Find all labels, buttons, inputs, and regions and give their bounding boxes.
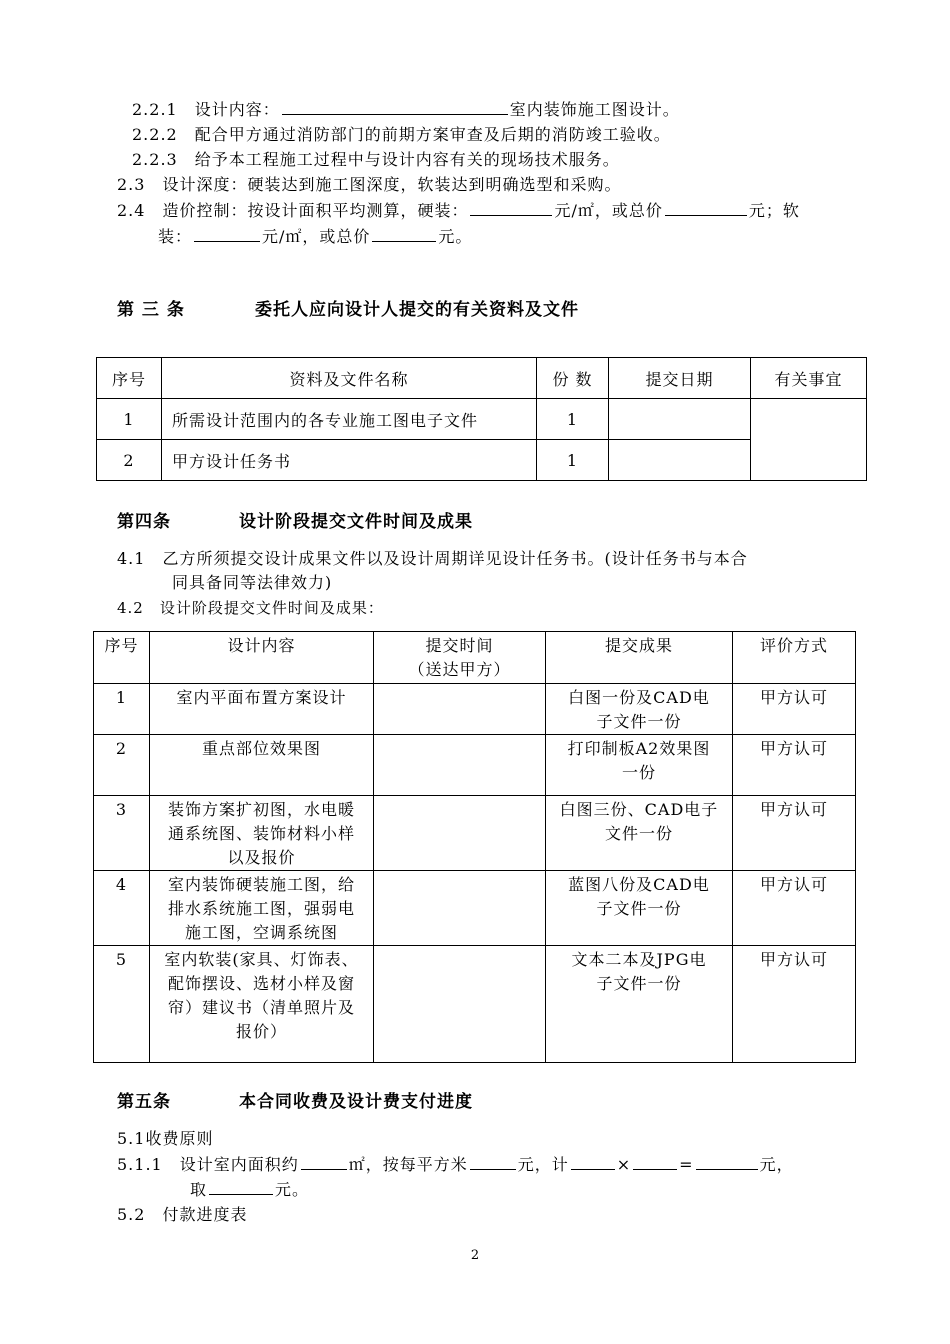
row-number: 2 <box>94 735 150 796</box>
result-line: 子文件一份 <box>596 974 682 993</box>
design-content <box>150 735 374 796</box>
deliverable <box>546 735 733 796</box>
evaluation: 甲方认可 <box>733 796 856 871</box>
page-number: 2 <box>470 1248 480 1263</box>
deliverable <box>546 946 733 1063</box>
clause-text: 2.4 造价控制：按设计面积平均测算，硬装： <box>117 201 469 220</box>
row-number: 4 <box>94 871 150 946</box>
article-label: 第 三 条 <box>117 300 185 320</box>
design-content <box>150 684 374 735</box>
header-text: 提交时间 <box>425 636 494 655</box>
content-line: 帘）建议书（清单照片及 <box>167 998 355 1017</box>
blank-field[interactable] <box>571 1153 615 1170</box>
content-line: 装饰方案扩初图，水电暖 <box>167 800 355 819</box>
content-line: 室内装饰硬装施工图，给 <box>167 875 355 894</box>
clause-5-1-1-cont <box>190 1178 309 1202</box>
clause-text: 元，计 <box>517 1155 569 1174</box>
clause-text: 室内装饰施工图设计。 <box>509 100 680 119</box>
blank-field[interactable] <box>665 199 747 216</box>
clause-5-2: 5.2 付款进度表 <box>117 1205 248 1224</box>
table-row <box>94 946 856 1063</box>
table-row <box>94 735 856 796</box>
clause-text: 元。 <box>438 227 473 246</box>
article-label: 第四条 <box>117 512 171 532</box>
row-number: 1 <box>94 684 150 735</box>
clause-text: = <box>679 1155 694 1174</box>
submit-date-cell[interactable] <box>609 399 751 440</box>
clause-4-2: 4.2 设计阶段提交文件时间及成果： <box>117 599 384 617</box>
article-label: 第五条 <box>117 1092 171 1112</box>
clause-5-1: 5.1收费原则 <box>117 1129 214 1148</box>
blank-field[interactable] <box>372 225 436 242</box>
clause-2-2-2: 2.2.2 配合甲方通过消防部门的前期方案审查及后期的消防竣工验收。 <box>132 125 671 144</box>
clause-text: 元；软 <box>748 201 800 220</box>
content-line: 以及报价 <box>227 848 296 867</box>
header-text: （送达甲方） <box>408 660 511 679</box>
submit-time-cell[interactable] <box>374 946 546 1063</box>
result-line: 一份 <box>621 763 656 782</box>
result-line: 白图三份、CAD电子 <box>559 800 719 819</box>
documents-table <box>96 357 867 481</box>
result-line: 子文件一份 <box>596 899 682 918</box>
document-count: 1 <box>537 399 609 440</box>
article-title: 设计阶段提交文件时间及成果 <box>239 512 473 532</box>
article-5-heading <box>117 1090 473 1114</box>
header-cell: 份 数 <box>537 358 609 399</box>
blank-field[interactable] <box>696 1153 758 1170</box>
clause-4-1: 4.1 乙方所须提交设计成果文件以及设计周期详见设计任务书。(设计任务书与本合 <box>117 549 748 568</box>
clause-4-1-cont: 同具备同等法律效力) <box>172 573 333 592</box>
document-name: 甲方设计任务书 <box>162 440 537 481</box>
clause-2-4 <box>117 199 800 223</box>
submit-date-cell[interactable] <box>609 440 751 481</box>
design-content <box>150 946 374 1063</box>
blank-field[interactable] <box>633 1153 677 1170</box>
result-line: 子文件一份 <box>596 712 682 731</box>
article-3-heading <box>117 298 579 322</box>
clause-text: 元。 <box>275 1180 310 1199</box>
header-cell: 评价方式 <box>733 632 856 684</box>
blank-field[interactable] <box>209 1178 273 1195</box>
clause-2-4-cont <box>158 225 472 249</box>
result-line: 文件一份 <box>604 824 673 843</box>
result-line: 白图一份及CAD电 <box>568 688 710 707</box>
header-cell: 资料及文件名称 <box>162 358 537 399</box>
deliverable <box>546 684 733 735</box>
result-line: 蓝图八份及CAD电 <box>568 875 710 894</box>
content-line: 室内软装(家具、灯饰表、 <box>164 950 359 969</box>
header-cell: 提交成果 <box>546 632 733 684</box>
clause-text: 2.2.1 设计内容： <box>132 100 280 119</box>
header-cell: 序号 <box>97 358 162 399</box>
evaluation: 甲方认可 <box>733 871 856 946</box>
article-title: 委托人应向设计人提交的有关资料及文件 <box>255 300 579 320</box>
table-row <box>97 399 867 440</box>
content-line: 报价） <box>235 1022 287 1041</box>
blank-field[interactable] <box>194 225 260 242</box>
table-header-row <box>97 358 867 399</box>
article-4-heading <box>117 510 473 534</box>
header-cell: 序号 <box>94 632 150 684</box>
evaluation: 甲方认可 <box>733 946 856 1063</box>
clause-text: 元/㎡，或总价 <box>262 227 371 246</box>
document-name: 所需设计范围内的各专业施工图电子文件 <box>162 399 537 440</box>
deliverable <box>546 796 733 871</box>
row-number: 1 <box>97 399 162 440</box>
content-line: 通系统图、装饰材料小样 <box>167 824 355 843</box>
clause-2-2-1 <box>132 98 680 122</box>
result-line: 打印制板A2效果图 <box>567 739 711 758</box>
table-row <box>94 684 856 735</box>
content-line: 室内平面布置方案设计 <box>176 688 347 707</box>
notes-cell[interactable] <box>751 399 867 481</box>
blank-field[interactable] <box>282 98 508 115</box>
deliverables-table <box>93 631 856 1063</box>
clause-5-1-1 <box>117 1153 794 1177</box>
clause-text: 元， <box>759 1155 794 1174</box>
table-header-row <box>94 632 856 684</box>
clause-text: 装： <box>158 227 193 246</box>
submit-time-cell[interactable] <box>374 796 546 871</box>
header-cell: 设计内容 <box>150 632 374 684</box>
row-number: 3 <box>94 796 150 871</box>
clause-2-2-3: 2.2.3 给予本工程施工过程中与设计内容有关的现场技术服务。 <box>132 150 620 169</box>
clause-2-3: 2.3 设计深度：硬装达到施工图深度，软装达到明确选型和采购。 <box>117 175 622 194</box>
content-line: 排水系统施工图，强弱电 <box>167 899 355 918</box>
evaluation: 甲方认可 <box>733 735 856 796</box>
header-cell: 有关事宜 <box>751 358 867 399</box>
submit-time-cell[interactable] <box>374 871 546 946</box>
header-cell <box>374 632 546 684</box>
row-number: 5 <box>94 946 150 1063</box>
content-line: 施工图，空调系统图 <box>184 923 338 942</box>
submit-time-cell[interactable] <box>374 684 546 735</box>
blank-field[interactable] <box>301 1153 347 1170</box>
evaluation: 甲方认可 <box>733 684 856 735</box>
deliverable <box>546 871 733 946</box>
design-content <box>150 796 374 871</box>
content-line: 重点部位效果图 <box>201 739 321 758</box>
content-line: 配饰摆设、选材小样及窗 <box>167 974 355 993</box>
article-title: 本合同收费及设计费支付进度 <box>239 1092 473 1112</box>
clause-text: ㎡，按每平方米 <box>348 1155 468 1174</box>
result-line: 文本二本及JPG电 <box>571 950 707 969</box>
clause-text: × <box>616 1155 632 1174</box>
row-number: 2 <box>97 440 162 481</box>
blank-field[interactable] <box>470 199 552 216</box>
clause-text: 元/㎡，或总价 <box>554 201 663 220</box>
clause-text: 取 <box>190 1180 208 1199</box>
header-cell: 提交日期 <box>609 358 751 399</box>
table-row <box>94 796 856 871</box>
table-row <box>94 871 856 946</box>
submit-time-cell[interactable] <box>374 735 546 796</box>
document-count: 1 <box>537 440 609 481</box>
design-content <box>150 871 374 946</box>
clause-text: 5.1.1 设计室内面积约 <box>117 1155 299 1174</box>
blank-field[interactable] <box>470 1153 516 1170</box>
